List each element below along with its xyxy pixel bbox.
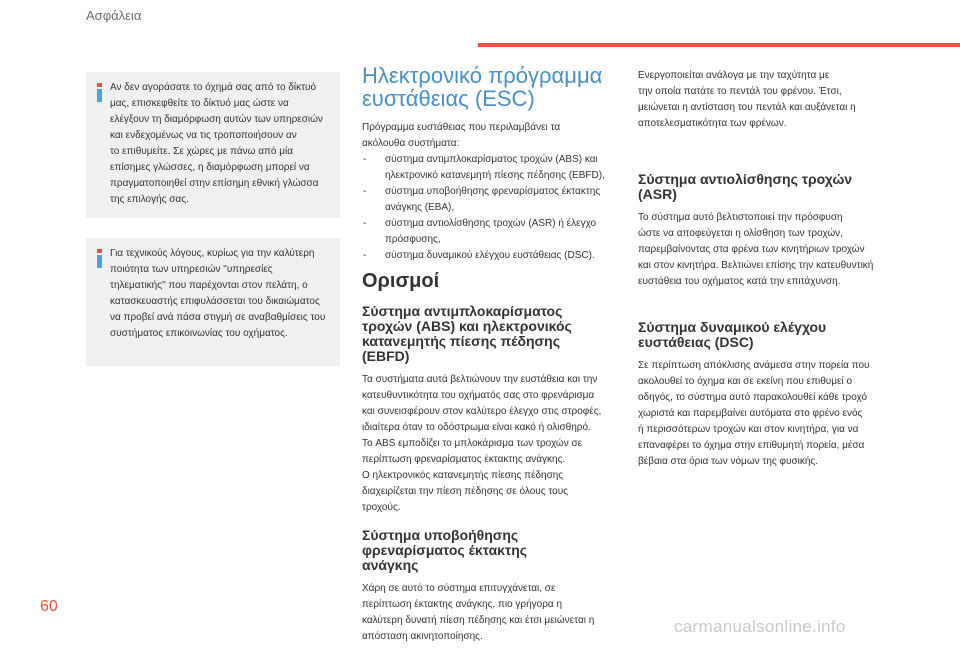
info-icon-stem xyxy=(97,255,102,268)
abs-paragraph xyxy=(362,372,624,516)
list-item xyxy=(362,248,624,264)
main-heading xyxy=(362,64,624,110)
text-line: - σύστημα δυναμικού ελέγχου ευστάθειας (DSC). xyxy=(385,250,595,261)
text-line: ευστάθεια του οχήματος κατά την επιτάχυνση. xyxy=(638,276,841,287)
asr-paragraph xyxy=(638,210,900,290)
text-line: αποτελεσματικότητα των φρένων. xyxy=(638,118,787,129)
text-line: ακόλουθα συστήματα: xyxy=(362,138,460,149)
heading-line: ευστάθειας (ESC) xyxy=(362,86,535,111)
text-line: διαχειρίζεται την πίεση πέδησης σε όλους τους xyxy=(362,486,568,497)
heading-line: Σύστημα αντιολίσθησης τροχών xyxy=(638,171,853,187)
info-icon xyxy=(95,249,105,268)
text-line: βέβαια στα όρια των νόμων της φυσικής. xyxy=(638,456,819,467)
header-accent-bar xyxy=(478,43,960,47)
text-line: Χάρη σε αυτό το σύστημα επιτυγχάνεται, σε xyxy=(362,583,556,594)
text-line: ακολουθεί το όχημα και σε εκείνη που επιθυμεί ο xyxy=(638,376,853,387)
text-line: περίπτωση έκτακτης ανάγκης, πιο γρήγορα η xyxy=(362,599,563,610)
text-line: απόσταση ακινητοποίησης. xyxy=(362,631,483,642)
systems-list xyxy=(362,152,624,264)
note-line: ελέγξουν τη διαμόρφωση αυτών των υπηρεσιών xyxy=(110,114,323,125)
list-item xyxy=(362,184,624,216)
info-note-1 xyxy=(86,72,340,218)
heading-line: ευστάθειας (DSC) xyxy=(638,334,754,350)
text-line: ιδιαίτερα όταν το οδόστρωμα είναι κακό ή ολισθηρό. xyxy=(362,422,591,433)
heading-line: τροχών (ABS) και ηλεκτρονικός xyxy=(362,318,572,334)
intro-paragraph xyxy=(362,120,624,152)
note-line: να προβεί ανά πάσα στιγμή σε αναβαθμίσεις του xyxy=(110,312,326,323)
section-title: Ασφάλεια xyxy=(86,8,142,23)
text-line: περίπτωση φρεναρίσματος έκτακτης ανάγκης. xyxy=(362,454,566,465)
text-line: καλύτερη δυνατή πίεση πέδησης και έτσι μειώνεται η xyxy=(362,615,595,626)
text-line: τροχούς. xyxy=(362,502,401,513)
info-note-2 xyxy=(86,238,340,366)
heading-line: κατανεμητής πίεσης πέδησης xyxy=(362,333,560,349)
text-line: ή περισσότερων τροχών και στον κινητήρα, για να xyxy=(638,424,859,435)
note-line: και ενδεχομένως να τις τροποποιήσουν αν xyxy=(110,130,297,141)
note-line: επίσημες γλώσσες, η διαμόρφωση μπορεί να xyxy=(110,162,310,173)
page-number: 60 xyxy=(40,598,58,615)
note-line: μας, επισκεφθείτε το δίκτυό μας ώστε να xyxy=(110,98,289,109)
note-line: συστήματος επικοινωνίας του οχήματος. xyxy=(110,328,288,339)
heading-line: (ASR) xyxy=(638,186,677,202)
note-line: της επιλογής σας. xyxy=(110,194,189,205)
text-line: κατευθυντικότητα του οχήματός σας στο φρενάρισμα xyxy=(362,390,595,401)
info-icon-dot xyxy=(97,249,102,253)
info-icon-stem xyxy=(97,89,102,102)
text-line: Τα συστήματα αυτά βελτιώνουν την ευστάθεια και την xyxy=(362,374,598,385)
watermark: carmanualsonline.info xyxy=(674,617,846,636)
heading-line: Σύστημα αντιμπλοκαρίσματος xyxy=(362,303,563,319)
text-line: επαναφέρει το όχημα στην επιθυμητή πορεία, μέσα xyxy=(638,440,865,451)
heading-line: ανάγκης xyxy=(362,557,419,573)
text-line: πρόσφυσης, xyxy=(385,234,441,245)
text-line: ηλεκτρονικό κατανεμητή πίεσης πέδησης (EBFD), xyxy=(385,170,605,181)
heading-line: Ηλεκτρονικό πρόγραμμα xyxy=(362,63,603,88)
info-icon-dot xyxy=(97,83,102,87)
text-line: χωριστά και παρεμβαίνει αυτόματα στο φρένο ενός xyxy=(638,408,863,419)
heading-line: Σύστημα δυναμικού ελέγχου xyxy=(638,319,827,335)
text-line: παρεμβαίνοντας στα φρένα των κινητήριων τροχών xyxy=(638,244,865,255)
dsc-heading xyxy=(638,320,900,350)
text-line: - σύστημα αντιολίσθησης τροχών (ASR) ή έλεγχο xyxy=(385,218,597,229)
text-line: και συνεισφέρουν στον καλύτερο έλεγχο στις στροφές, xyxy=(362,406,602,417)
text-line: Πρόγραμμα ευστάθειας που περιλαμβάνει τα xyxy=(362,122,561,133)
note-line: ποιότητα των υπηρεσιών "υπηρεσίες xyxy=(110,264,273,275)
text-line: την οποία πατάτε το πεντάλ του φρένου. Έτσι, xyxy=(638,86,842,97)
text-line: - σύστημα υποβοήθησης φρεναρίσματος έκτακτης xyxy=(385,186,601,197)
heading-line: φρεναρίσματος έκτακτης xyxy=(362,542,528,558)
text-line: μειώνεται η αντίσταση του πεντάλ και αυξάνεται η xyxy=(638,102,856,113)
note-line: τηλεματικής" που παρέχονται στον πελάτη, ο xyxy=(110,280,308,291)
info-icon xyxy=(95,83,105,102)
note-line: κατασκευαστής επιφυλάσσεται του δικαιώματος xyxy=(110,296,320,307)
definitions-heading: Ορισμοί xyxy=(362,270,440,292)
text-line: ανάγκης (EBA), xyxy=(385,202,455,213)
heading-line: (EBFD) xyxy=(362,348,410,364)
note-line: πραγματοποιηθεί στην επίσημη εθνική γλώσσα xyxy=(110,178,319,189)
note-line: το επιθυμείτε. Σε χώρες με πάνω από μία xyxy=(110,146,294,157)
eba-continued-paragraph xyxy=(638,68,900,132)
text-line: οδηγός, το σύστημα αυτό παρακολουθεί κάθε τροχό xyxy=(638,392,868,403)
text-line: ώστε να αποφεύγεται η ολίσθηση των τροχών, xyxy=(638,228,843,239)
text-line: Ο ηλεκτρονικός κατανεμητής πίεσης πέδησης xyxy=(362,470,564,481)
content-column-2 xyxy=(362,64,624,645)
note-line: Αν δεν αγοράσατε το όχημά σας από το δίκτυό xyxy=(110,82,317,93)
list-item xyxy=(362,152,624,184)
dsc-paragraph xyxy=(638,358,900,470)
abs-heading xyxy=(362,304,624,364)
text-line: Το ABS εμποδίζει το μπλοκάρισμα των τροχών σε xyxy=(362,438,583,449)
eba-paragraph xyxy=(362,581,624,645)
eba-heading xyxy=(362,528,624,573)
text-line: - σύστημα αντιμπλοκαρίσματος τροχών (ABS) και xyxy=(385,154,598,165)
note-line: Για τεχνικούς λόγους, κυρίως για την καλύτερη xyxy=(110,248,315,259)
text-line: και στον κινητήρα. Βελτιώνει επίσης την κατευθυντική xyxy=(638,260,874,271)
heading-line: Σύστημα υποβοήθησης xyxy=(362,527,519,543)
list-item xyxy=(362,216,624,248)
content-column-3 xyxy=(638,68,900,470)
text-line: Σε περίπτωση απόκλισης ανάμεσα στην πορεία που xyxy=(638,360,870,371)
text-line: Το σύστημα αυτό βελτιστοποιεί την πρόσφυση xyxy=(638,212,843,223)
asr-heading xyxy=(638,172,900,202)
text-line: Ενεργοποιείται ανάλογα με την ταχύτητα με xyxy=(638,70,830,81)
